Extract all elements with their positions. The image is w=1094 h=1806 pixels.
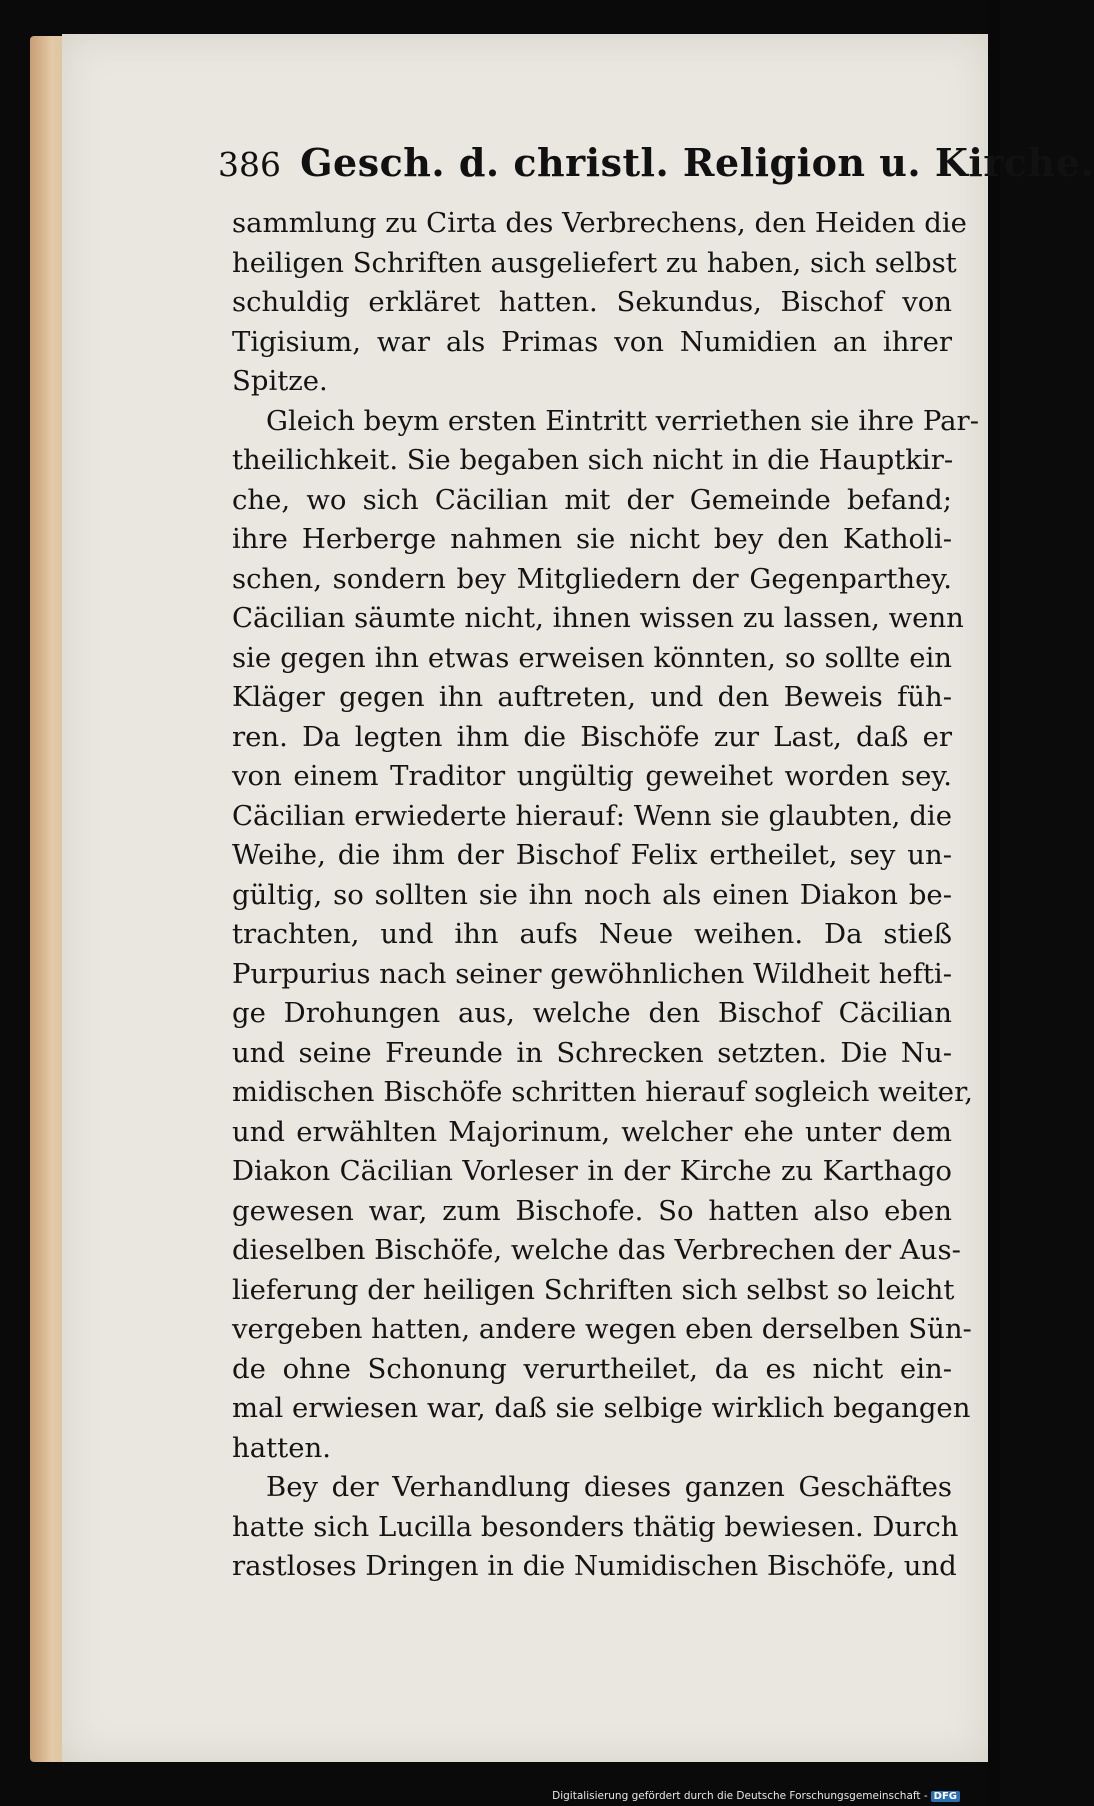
page-number: 386 bbox=[218, 145, 281, 184]
text-line: trachten, und ihn aufs Neue weihen. Da stieß bbox=[232, 918, 952, 950]
text-line: Gleich beym ersten Eintritt verriethen sie ihre Par- bbox=[266, 404, 979, 437]
text-line: theilichkeit. Sie begaben sich nicht in die Hauptkir- bbox=[232, 444, 954, 476]
text-line: gültig, so sollten sie ihn noch als einen Diakon be- bbox=[232, 878, 952, 911]
text-line: de ohne Schonung verurtheilet, da es nicht ein- bbox=[232, 1352, 952, 1385]
text-line: lieferung der heiligen Schriften sich selbst so leicht bbox=[232, 1273, 955, 1306]
dfg-logo: DFG bbox=[931, 1791, 960, 1802]
text-line: heiligen Schriften ausgeliefert zu haben, sich selbst bbox=[232, 246, 957, 279]
text-line: Weihe, die ihm der Bischof Felix ertheilet, sey un- bbox=[232, 839, 952, 871]
running-head: Gesch. d. christl. Religion u. Kirche. bbox=[300, 140, 1094, 185]
text-line: Kläger gegen ihn auftreten, und den Beweis füh- bbox=[232, 681, 952, 713]
text-line: Spitze. bbox=[232, 365, 328, 397]
body-text bbox=[232, 204, 979, 1587]
text-line: ihre Herberge nahmen sie nicht bey den Katholi- bbox=[232, 523, 952, 555]
text-line: gewesen war, zum Bischofe. So hatten also eben bbox=[232, 1194, 952, 1227]
text-line: und seine Freunde in Schrecken setzten. Die Nu- bbox=[232, 1036, 952, 1069]
digitization-credit bbox=[552, 1790, 960, 1802]
scan-border bbox=[988, 0, 1000, 1806]
text-line: ge Drohungen aus, welche den Bischof Cäcilian bbox=[232, 997, 952, 1029]
text-line: vergeben hatten, andere wegen eben derselben Sün- bbox=[232, 1313, 972, 1345]
text-line: sie gegen ihn etwas erweisen könnten, so sollte ein bbox=[232, 641, 952, 674]
text-line: Cäcilian säumte nicht, ihnen wissen zu lassen, wenn bbox=[232, 602, 964, 634]
text-line: Diakon Cäcilian Vorleser in der Kirche zu Karthago bbox=[232, 1155, 952, 1187]
text-line: che, wo sich Cäcilian mit der Gemeinde befand; bbox=[232, 483, 952, 516]
text-line: midischen Bischöfe schritten hierauf sogleich weiter, bbox=[232, 1076, 973, 1108]
text-line: sammlung zu Cirta des Verbrechens, den Heiden die bbox=[232, 207, 967, 239]
text-line: hatte sich Lucilla besonders thätig bewiesen. Durch bbox=[232, 1510, 959, 1543]
text-line: Tigisium, war als Primas von Numidien an ihrer bbox=[232, 325, 952, 358]
text-line: rastloses Dringen in die Numidischen Bischöfe, und bbox=[232, 1550, 957, 1582]
text-line: hatten. bbox=[232, 1431, 331, 1464]
text-line: Purpurius nach seiner gewöhnlichen Wildheit hefti- bbox=[232, 957, 952, 990]
text-line: und erwählten Majorinum, welcher ehe unter dem bbox=[232, 1115, 952, 1148]
text-line: mal erwiesen war, daß sie selbige wirklich begangen bbox=[232, 1392, 971, 1424]
text-line: schuldig erkläret hatten. Sekundus, Bischof von bbox=[232, 286, 952, 318]
text-line: ren. Da legten ihm die Bischöfe zur Last, daß er bbox=[232, 720, 952, 753]
text-line: schen, sondern bey Mitgliedern der Gegenparthey. bbox=[232, 562, 952, 595]
page-header bbox=[218, 140, 1094, 185]
credit-text: Digitalisierung gefördert durch die Deutsche Forschungsgemeinschaft - bbox=[552, 1790, 928, 1802]
text-line: Bey der Verhandlung dieses ganzen Geschäftes bbox=[266, 1471, 952, 1503]
text-line: von einem Traditor ungültig geweihet worden sey. bbox=[232, 760, 952, 792]
text-line: dieselben Bischöfe, welche das Verbrechen der Aus- bbox=[232, 1234, 961, 1266]
text-line: Cäcilian erwiederte hierauf: Wenn sie glaubten, die bbox=[232, 799, 952, 832]
